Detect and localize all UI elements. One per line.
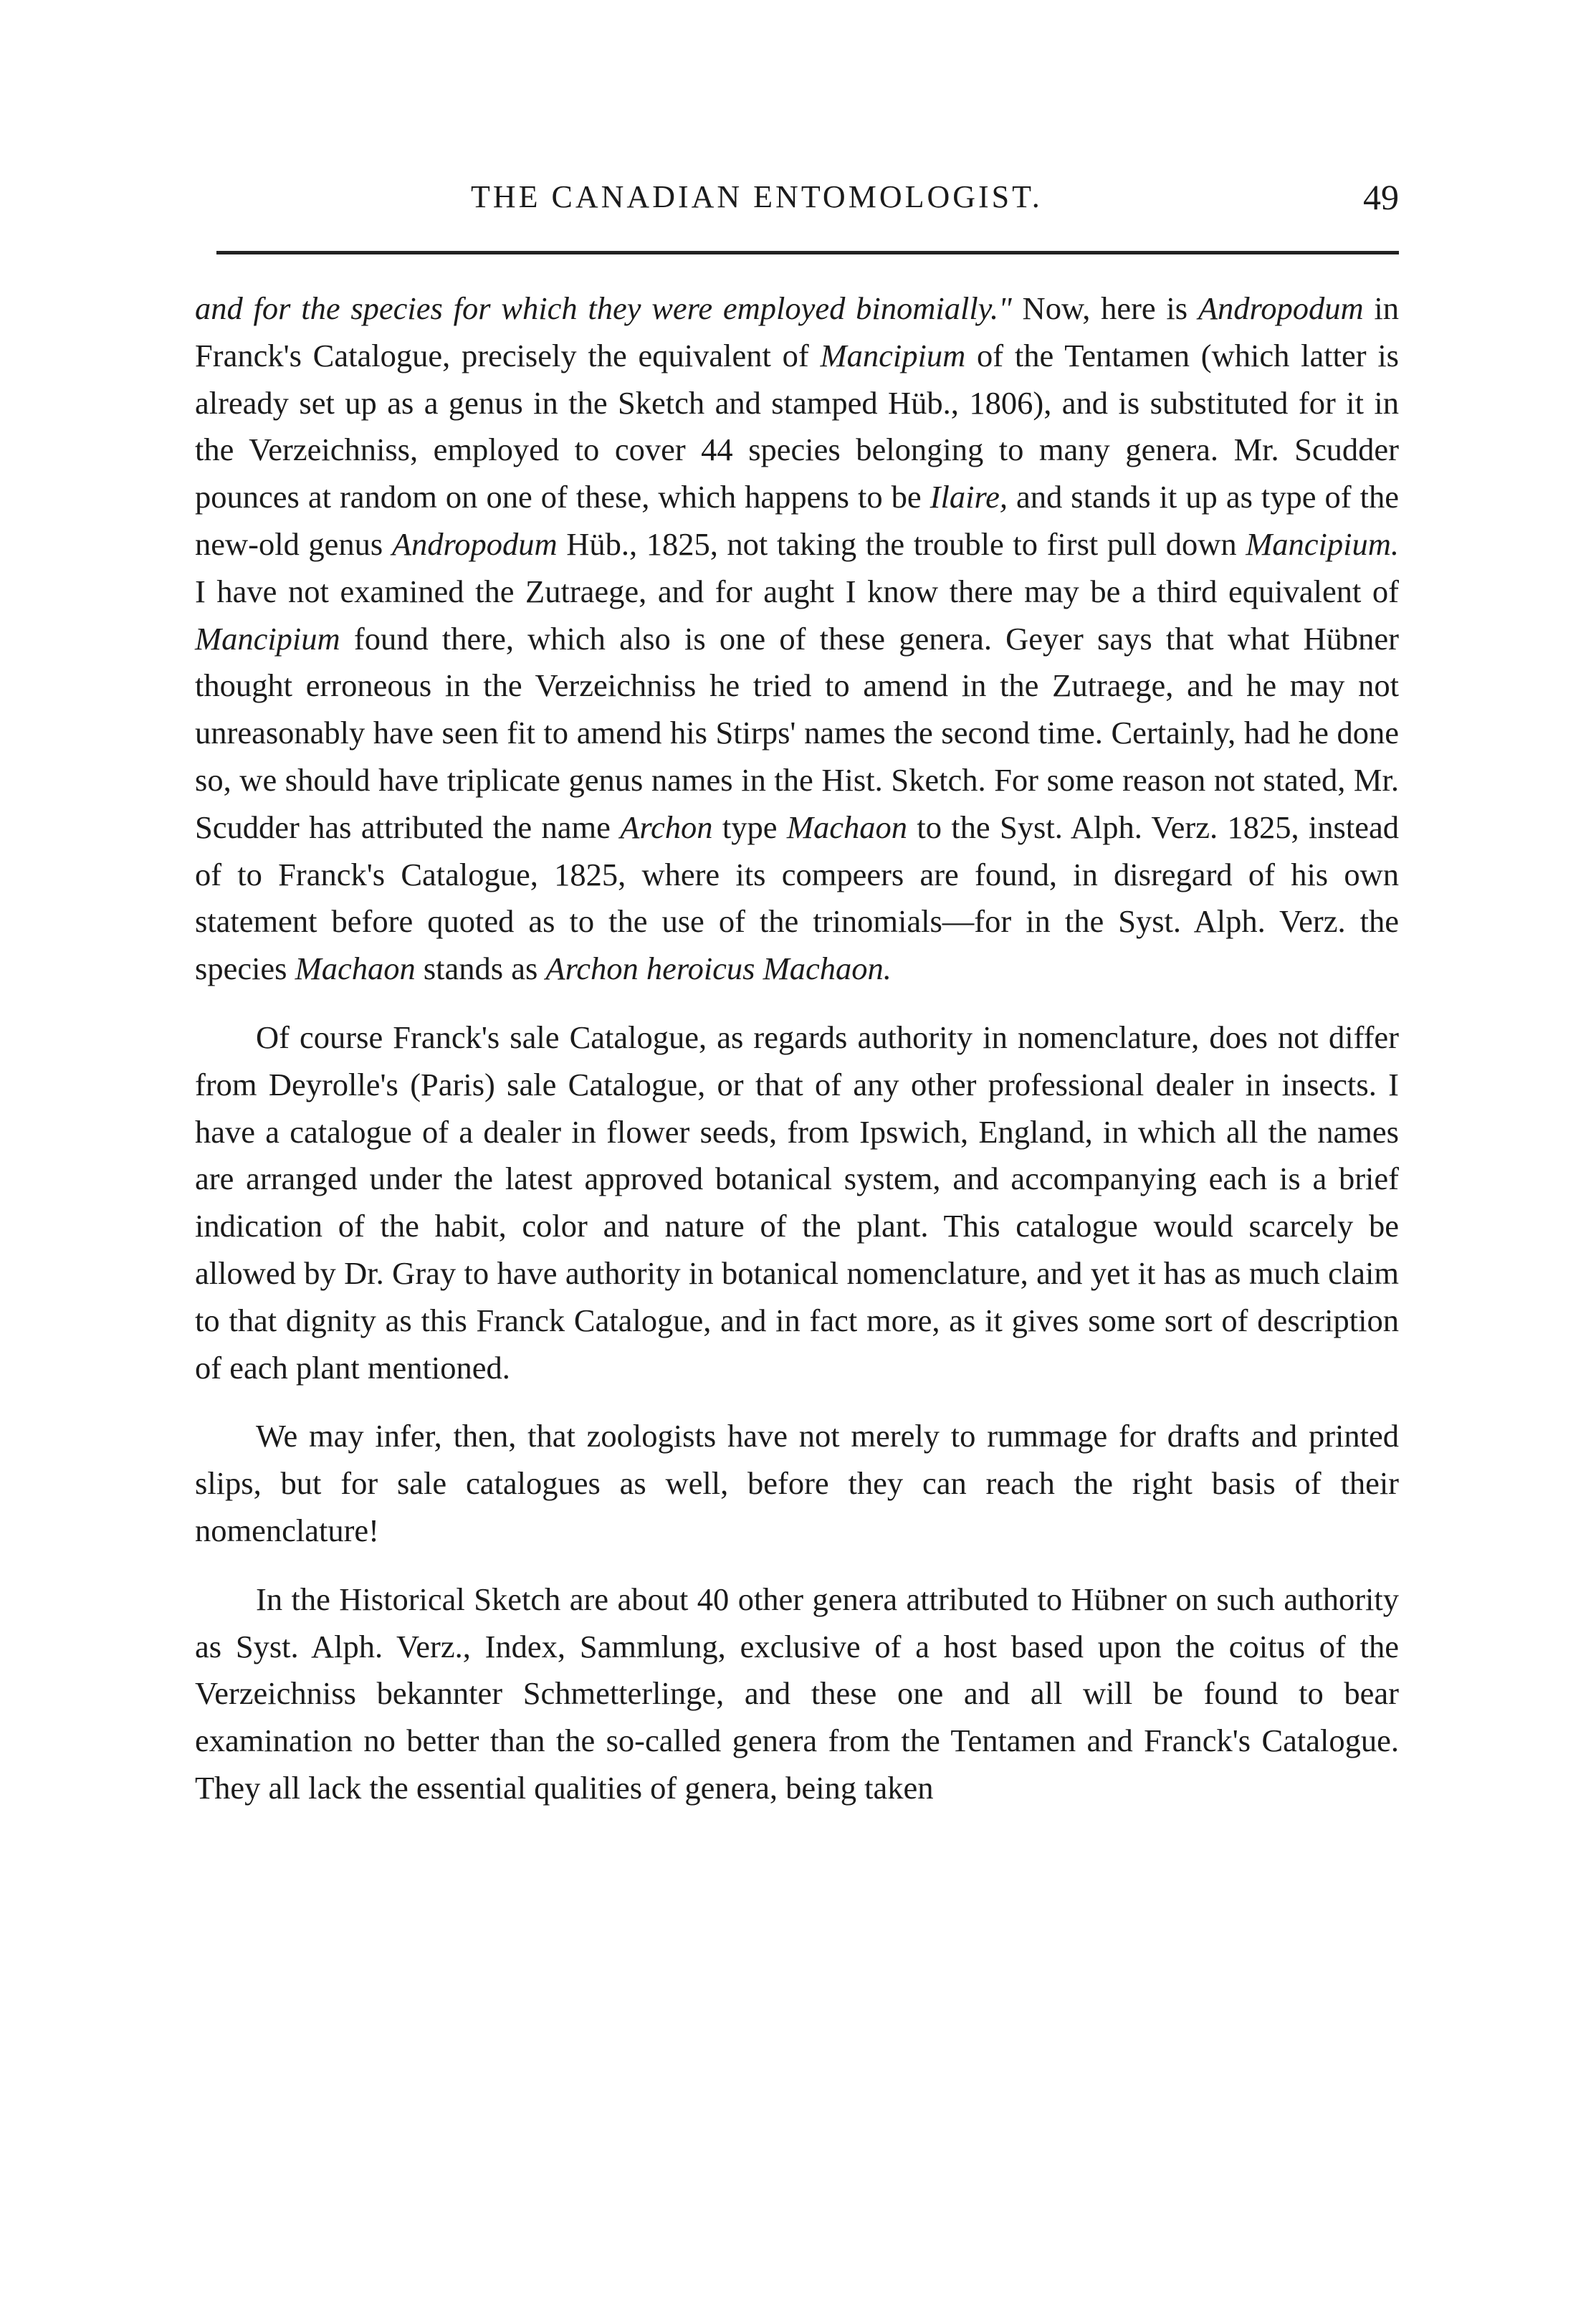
italic-text: Archon heroicus Machaon.	[545, 951, 892, 987]
header-rule	[216, 251, 1399, 254]
italic-text: Andropodum	[391, 525, 558, 562]
text-run: In the Historical Sketch are about 40 other genera attributed to Hübner on such authority as Syst. Alph. Verz., Index, Sammlung, exclusive of a host based upon the coitus of the Verzeichniss bekannter Schmetterlinge, and these one and all will be found to bear examination no better than the so-called genera from the Tentamen and Franck's Catalogue. They all lack the essential qualities of genera, being taken	[195, 1581, 1399, 1806]
italic-text: Andropodum	[1198, 290, 1364, 326]
paragraph-2	[195, 1014, 1399, 1391]
text-run: to the Syst. Alph. Verz. 1825, instead of to Franck's Catalogue, 1825, where its compeers are found, in disregard of his own statement before quoted as to the use of the trinomials—for in the Syst. Alph. Verz. the species	[195, 809, 1399, 987]
text-run: I have not examined the Zutraege, and for aught I know there may be a third equivalent of	[195, 573, 1399, 609]
text-run: found there, which also is one of these genera. Geyer says that what Hübner thought erroneous in the Verzeichniss he tried to amend in the Zutraege, and he may not unreasonably have seen fit to amend his Stirps' names the second time. Certainly, had he done so, we should have triplicate genus names in the Hist. Sketch. For some reason not stated, Mr. Scudder has attributed the name	[195, 620, 1399, 845]
italic-text: Mancipium.	[1246, 525, 1399, 562]
body-text	[195, 285, 1399, 1812]
italic-text: Machaon	[295, 951, 416, 987]
italic-text: and for the species for which they were employed binomially."	[195, 290, 1012, 326]
text-run: stands as	[415, 951, 546, 987]
text-run: of the Tentamen (which latter is already set up as a genus in the Sketch and stamped Hüb., 1806), and is substituted for it in the Verzeichniss, employed to cover 44 species belonging to many genera. Mr. Scudder pounces at random on one of these, which happens to be	[195, 337, 1399, 515]
paragraph-3	[195, 1413, 1399, 1554]
text-run: and stands it up as type of the new-old genus	[195, 479, 1399, 562]
text-run: type	[712, 809, 787, 845]
page-number: 49	[1363, 177, 1399, 217]
italic-text: Machaon	[786, 809, 907, 845]
paragraph-1	[195, 285, 1399, 993]
text-run: Of course Franck's sale Catalogue, as regards authority in nomenclature, does not differ from Deyrolle's (Paris) sale Catalogue, or that of any other professional dealer in insects. I have a catalogue of a dealer in flower seeds, from Ipswich, England, in which all the names are arranged under the latest approved botanical system, and accompanying each is a brief indication of the habit, color and nature of the plant. This catalogue would scarcely be allowed by Dr. Gray to have authority in botanical nomenclature, and yet it has as much claim to that dignity as this Franck Catalogue, and in fact more, as it gives some sort of description of each plant mentioned.	[195, 1019, 1399, 1386]
italic-text: Ilaire,	[930, 479, 1008, 515]
journal-title: THE CANADIAN ENTOMOLOGIST.	[471, 179, 1043, 214]
text-run: in Franck's Catalogue, precisely the equivalent of	[195, 290, 1399, 373]
text-run: Hüb., 1825, not taking the trouble to first pull down	[557, 525, 1246, 562]
running-header	[195, 176, 1399, 233]
document-page	[195, 0, 1399, 2301]
paragraph-4	[195, 1576, 1399, 1812]
italic-text: Mancipium	[820, 337, 966, 373]
italic-text: Archon	[620, 809, 713, 845]
text-run: Now, here is	[1011, 290, 1198, 326]
text-run: We may infer, then, that zoologists have not merely to rummage for drafts and printed slips, but for sale catalogues as well, before they can reach the right basis of their nomenclature!	[195, 1418, 1399, 1548]
italic-text: Mancipium	[195, 620, 340, 657]
